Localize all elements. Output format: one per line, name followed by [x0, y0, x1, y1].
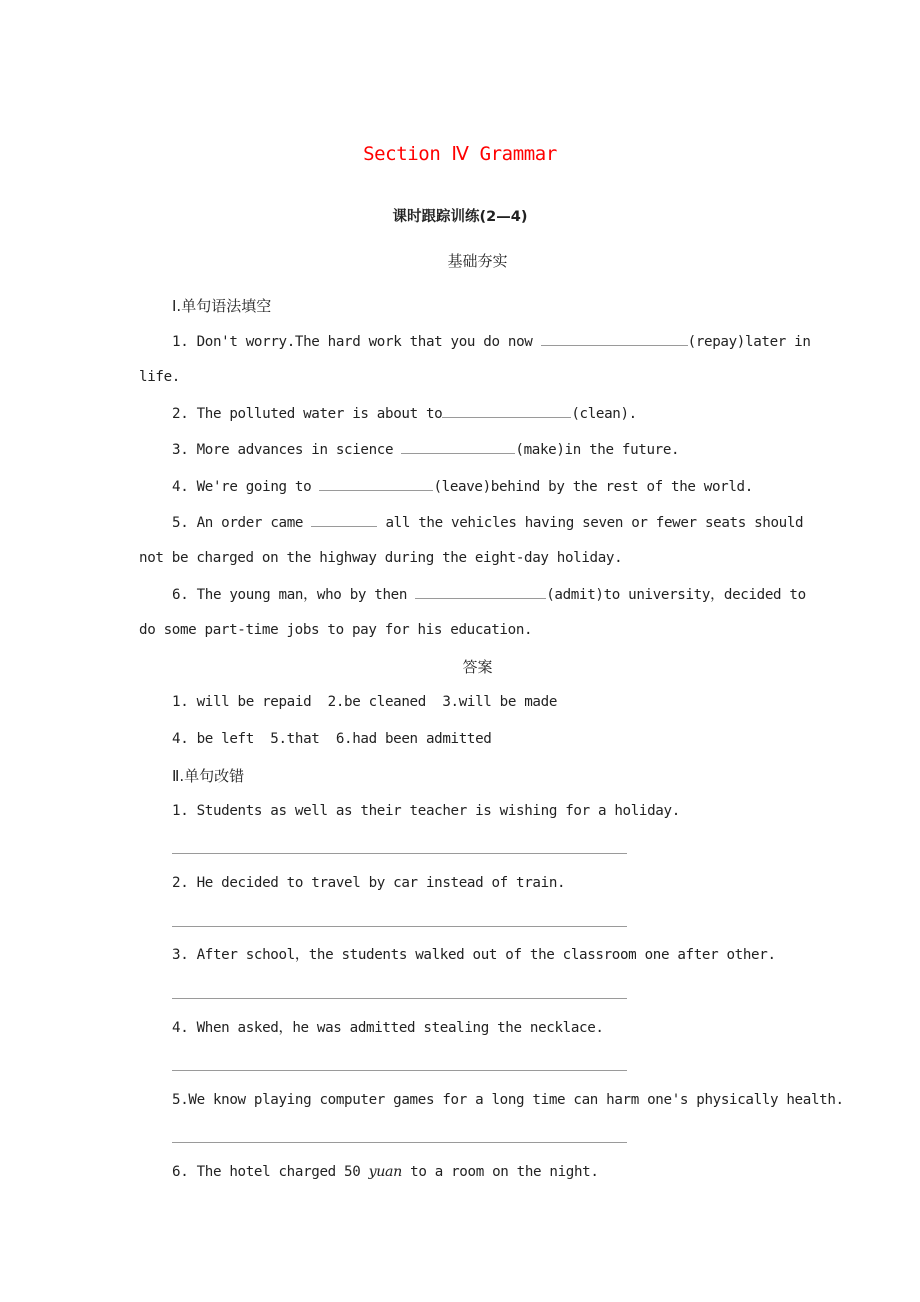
answer-line-3[interactable]	[172, 998, 627, 999]
answers-line-1: 1. will be repaid 2.be cleaned 3.will be made	[172, 694, 558, 710]
part2-heading: Ⅱ.单句改错	[172, 767, 245, 785]
correction-question-6: 6. The hotel charged 50 yuan to a room on the night.	[172, 1164, 599, 1180]
answers-line-2: 4. be left 5.that 6.had been admitted	[172, 731, 492, 747]
answer-line-4[interactable]	[172, 1070, 627, 1071]
question-3: 3. More advances in science (make)in the future.	[172, 442, 680, 458]
answer-line-2[interactable]	[172, 926, 627, 927]
answer-blank-1[interactable]	[541, 332, 688, 346]
answer-blank-2[interactable]	[442, 404, 571, 418]
document-title: Section Ⅳ Grammar	[363, 143, 557, 165]
italic-term: yuan	[368, 1164, 402, 1180]
answer-blank-4[interactable]	[319, 477, 433, 491]
correction-question-4: 4. When asked，he was admitted stealing the necklace.	[172, 1020, 604, 1036]
question-6: 6. The young man，who by then (admit)to university，decided to	[172, 587, 806, 603]
question-5-continuation: not be charged on the highway during the eight-day holiday.	[139, 550, 623, 566]
correction-question-1: 1. Students as well as their teacher is wishing for a holiday.	[172, 803, 680, 819]
answer-blank-6[interactable]	[415, 585, 546, 599]
answer-line-1[interactable]	[172, 853, 627, 854]
question-5: 5. An order came all the vehicles having seven or fewer seats should	[172, 515, 804, 531]
answer-blank-3[interactable]	[401, 440, 515, 454]
part1-heading: Ⅰ.单句语法填空	[172, 297, 272, 315]
correction-question-5: 5.We know playing computer games for a long time can harm one's physically health.	[172, 1092, 844, 1108]
correction-question-3: 3. After school，the students walked out of the classroom one after other.	[172, 947, 776, 963]
question-4: 4. We're going to (leave)behind by the rest of the world.	[172, 479, 753, 495]
question-1-continuation: life.	[139, 369, 180, 385]
answers-heading: 答案	[462, 658, 493, 676]
question-2: 2. The polluted water is about to (clean).	[172, 406, 637, 422]
question-1: 1. Don't worry.The hard work that you do now (repay)later in	[172, 334, 811, 350]
question-6-continuation: do some part-time jobs to pay for his education.	[139, 622, 533, 638]
document-subtitle: 课时跟踪训练(2—4)	[392, 209, 528, 225]
level-heading: 基础夯实	[447, 252, 508, 270]
answer-blank-5[interactable]	[311, 513, 377, 527]
correction-question-2: 2. He decided to travel by car instead of train.	[172, 875, 566, 891]
answer-line-5[interactable]	[172, 1142, 627, 1143]
